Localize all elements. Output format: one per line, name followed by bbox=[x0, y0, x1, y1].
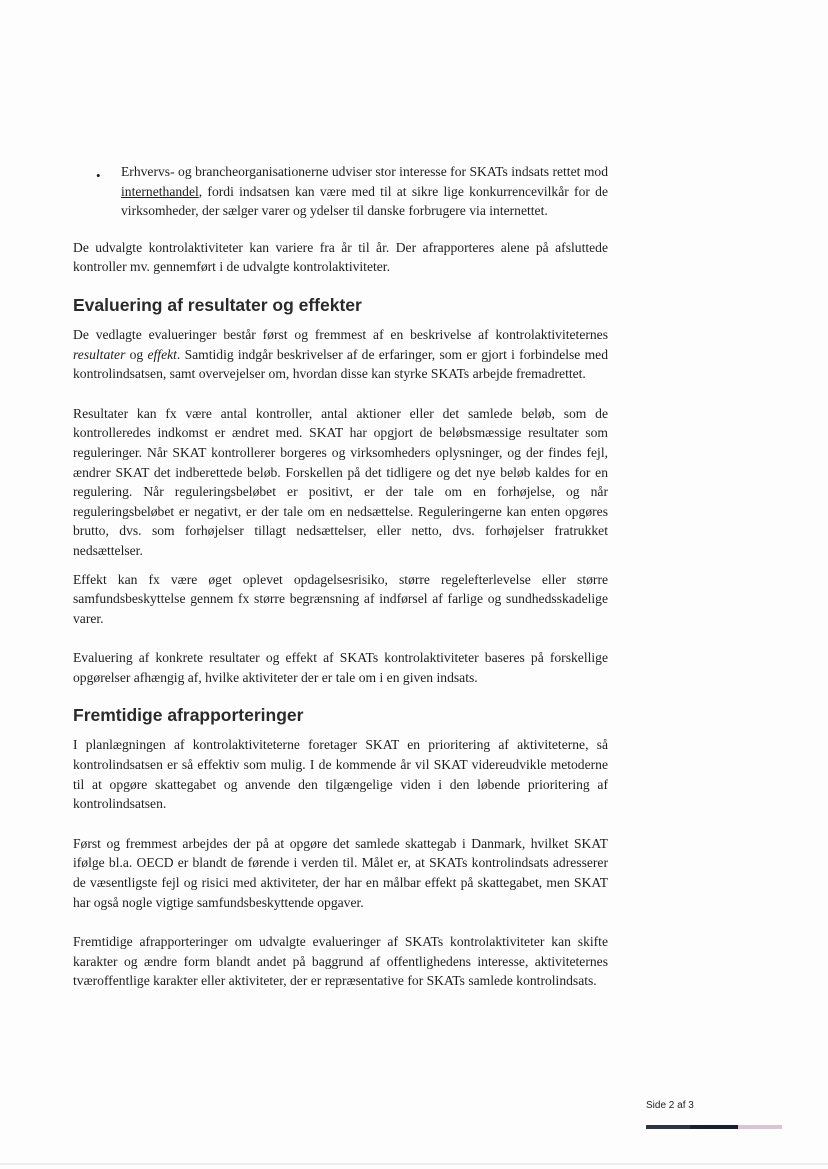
p1-part3: . Samtidig indgår beskrivelser af de erfaringer, som er gjort i forbindelse med kontrolindsatsen, samt overvejelser om, hvordan disse kan styrke SKATs arbejde fremadrettet. bbox=[73, 346, 609, 382]
section-heading-evaluering: Evaluering af resultater og effekter bbox=[73, 294, 362, 315]
evaluering-paragraph-3: Effekt kan fx være øget oplevet opdagelsesrisiko, større regelefterlevelse eller større samfundsbeskyttelse gennem fx større begrænsning af indførsel af farlige og sundhedsskadelige varer. bbox=[73, 571, 608, 626]
bottom-rule bbox=[0, 1163, 828, 1165]
footer-bar-segment-1 bbox=[646, 1125, 690, 1129]
evaluering-paragraph-4: Evaluering af konkrete resultater og effekt af SKATs kontrolaktiviteter baseres på forskellige opgørelser afhængig af, hvilke aktiviteter der er tale om i en given indsats. bbox=[73, 650, 608, 685]
intro-paragraph: De udvalgte kontrolaktiviteter kan variere fra år til år. Der afrapporteres alene på afsluttede kontroller mv. gennemført i de udvalgte kontrolaktiviteter. bbox=[73, 239, 608, 275]
page-content bbox=[73, 162, 608, 991]
bullet-item bbox=[73, 162, 608, 221]
evaluering-paragraph-2: Resultater kan fx være antal kontroller, antal aktioner eller det samlede beløb, som de kontrolleredes indkomst er ændret med. SKAT har opgjort de beløbsmæssige resultater som reguleringer. Når SKAT kontrollerer borgeres og virksomheders oplysninger, og der findes fejl, ændrer SKAT det indberettede beløb. Forskellen på det tidligere og det nye beløb kaldes for en regulering. Når reguleringsbeløbet er positivt, er der tale om en forhøjelse, og når reguleringsbeløbet er negativt, er der tale om en nedsættelse. Reguleringerne kan enten opgøres brutto, dvs. som forhøjelser tillagt nedsættelser, eller netto, dvs. forhøjelser fratrukket nedsættelser. bbox=[73, 405, 608, 558]
bullet-icon: • bbox=[96, 168, 101, 183]
footer-bar-segment-2 bbox=[690, 1125, 738, 1129]
p1-part2: og bbox=[125, 346, 148, 362]
internethandel-link[interactable]: internethandel bbox=[121, 183, 199, 199]
evaluering-paragraph-1 bbox=[73, 325, 608, 384]
fremtidige-paragraph-1: I planlægningen af kontrolaktiviteterne foretager SKAT en prioritering af aktiviteterne, så kontrolindsatsen er så effektiv som mulig. I de kommende år vil SKAT videreudvikle metoderne til at opgøre skattegabet og anvende den tilgængelige viden i den løbende prioritering af kontrolindsatsen. bbox=[73, 737, 608, 812]
p1-em-effekt: effekt bbox=[147, 346, 177, 362]
page-number: Side 2 af 3 bbox=[646, 1100, 694, 1111]
bullet-text-start: Erhvervs- og brancheorganisationerne udviser stor interesse for SKATs indsats rettet mod bbox=[121, 164, 608, 179]
bullet-text-end: , fordi indsatsen kan være med til at sikre lige konkurrencevilkår for de virksomheder, der sælger varer og ydelser til danske forbrugere via internettet. bbox=[121, 183, 608, 219]
bullet-text bbox=[121, 162, 608, 221]
fremtidige-paragraph-2: Først og fremmest arbejdes der på at opgøre det samlede skattegab i Danmark, hvilket SKAT ifølge bl.a. OECD er blandt de førende i verden til. Målet er, at SKATs kontrolindsats adresserer de væsentligste fejl og risici med aktiviteter, der har en målbar effekt på skattegabet, men SKAT har også nogle vigtige samfundsbeskyttende opgaver. bbox=[73, 835, 608, 910]
fremtidige-paragraph-3: Fremtidige afrapporteringer om udvalgte evalueringer af SKATs kontrolaktiviteter kan skifte karakter og ændre form blandt andet på baggrund af offentlighedens interesse, aktiviteternes tværoffentlige karakter eller aktiviteter, der er repræsentative for SKATs samlede kontrolindsats. bbox=[73, 934, 608, 989]
p1-part1: De vedlagte evalueringer består først og fremmest af en beskrivelse af kontrolaktiviteternes bbox=[73, 326, 608, 342]
p1-em-resultater: resultater bbox=[73, 346, 126, 362]
footer-bar-segment-3 bbox=[738, 1125, 782, 1129]
section-heading-fremtidige: Fremtidige afrapporteringer bbox=[73, 705, 304, 726]
